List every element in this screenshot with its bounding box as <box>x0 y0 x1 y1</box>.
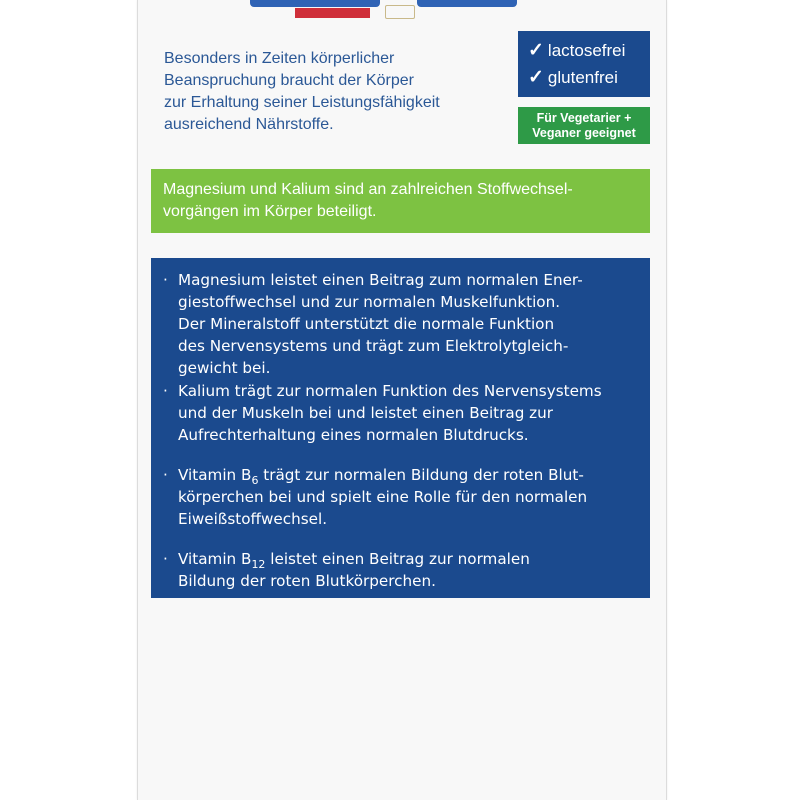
claim-text: Vitamin B <box>178 466 252 484</box>
top-brand-strip <box>235 0 525 20</box>
intro-line: zur Erhaltung seiner Leistungsfähigkeit <box>164 94 440 111</box>
bullet-dot: · <box>163 550 168 568</box>
claim-line <box>178 548 530 570</box>
claim-text: trägt zur normalen Bildung der roten Blut- <box>258 466 584 484</box>
statement-line: vorgängen im Körper beteiligt. <box>163 203 377 220</box>
claim-line: und der Muskeln bei und leistet einen Beitrag zur <box>178 404 554 422</box>
vegan-badge-line: Veganer geeignet <box>532 126 636 140</box>
gluten-free-row <box>528 65 618 91</box>
claim-line: Aufrechterhaltung eines normalen Blutdrucks. <box>178 426 529 444</box>
claim-line: gewicht bei. <box>178 359 271 377</box>
checkmark-icon: ✓ <box>528 67 544 88</box>
brand-logo-fragment-right <box>417 0 517 7</box>
vegan-badge <box>518 107 650 144</box>
bullet-dot: · <box>163 271 168 289</box>
claim-line <box>178 464 587 486</box>
vitamin-subscript: 12 <box>251 558 266 571</box>
statement-line: Magnesium und Kalium sind an zahlreichen Stoffwechsel- <box>163 181 573 198</box>
gluten-free-label: glutenfrei <box>547 68 618 87</box>
free-from-badge <box>518 31 650 97</box>
claim-line: Magnesium leistet einen Beitrag zum normalen Ener- <box>178 271 583 289</box>
lactose-free-label: lactosefrei <box>547 41 626 60</box>
seal-fragment <box>385 5 415 19</box>
intro-line: Beanspruchung braucht der Körper <box>164 72 414 89</box>
metabolism-statement <box>151 169 650 233</box>
intro-line: Besonders in Zeiten körperlicher <box>164 50 395 67</box>
vegan-badge-line: Für Vegetarier + <box>536 111 632 125</box>
bullet-dot: · <box>163 382 168 400</box>
intro-text <box>164 48 504 136</box>
health-claims-box <box>151 258 650 598</box>
vitamin-subscript: 6 <box>251 474 259 487</box>
lactose-free-row <box>528 38 625 64</box>
brand-red-label-fragment <box>295 8 370 18</box>
bullet-dot: · <box>163 466 168 484</box>
checkmark-icon: ✓ <box>528 40 544 61</box>
intro-line: ausreichend Nährstoffe. <box>164 116 334 133</box>
claim-line: giestoffwechsel und zur normalen Muskelfunktion. <box>178 293 561 311</box>
brand-logo-fragment <box>250 0 380 7</box>
claim-line: Der Mineralstoff unterstützt die normale Funktion <box>178 315 555 333</box>
claim-line: Eiweißstoffwechsel. <box>178 510 328 528</box>
claim-line: Bildung der roten Blutkörperchen. <box>178 572 436 590</box>
claim-text: Vitamin B <box>178 550 252 568</box>
claim-text: leistet einen Beitrag zur normalen <box>265 550 530 568</box>
claim-line: des Nervensystems und trägt zum Elektrolytgleich- <box>178 337 569 355</box>
claim-line: Kalium trägt zur normalen Funktion des Nervensystems <box>178 382 602 400</box>
claim-line: körperchen bei und spielt eine Rolle für den normalen <box>178 488 588 506</box>
